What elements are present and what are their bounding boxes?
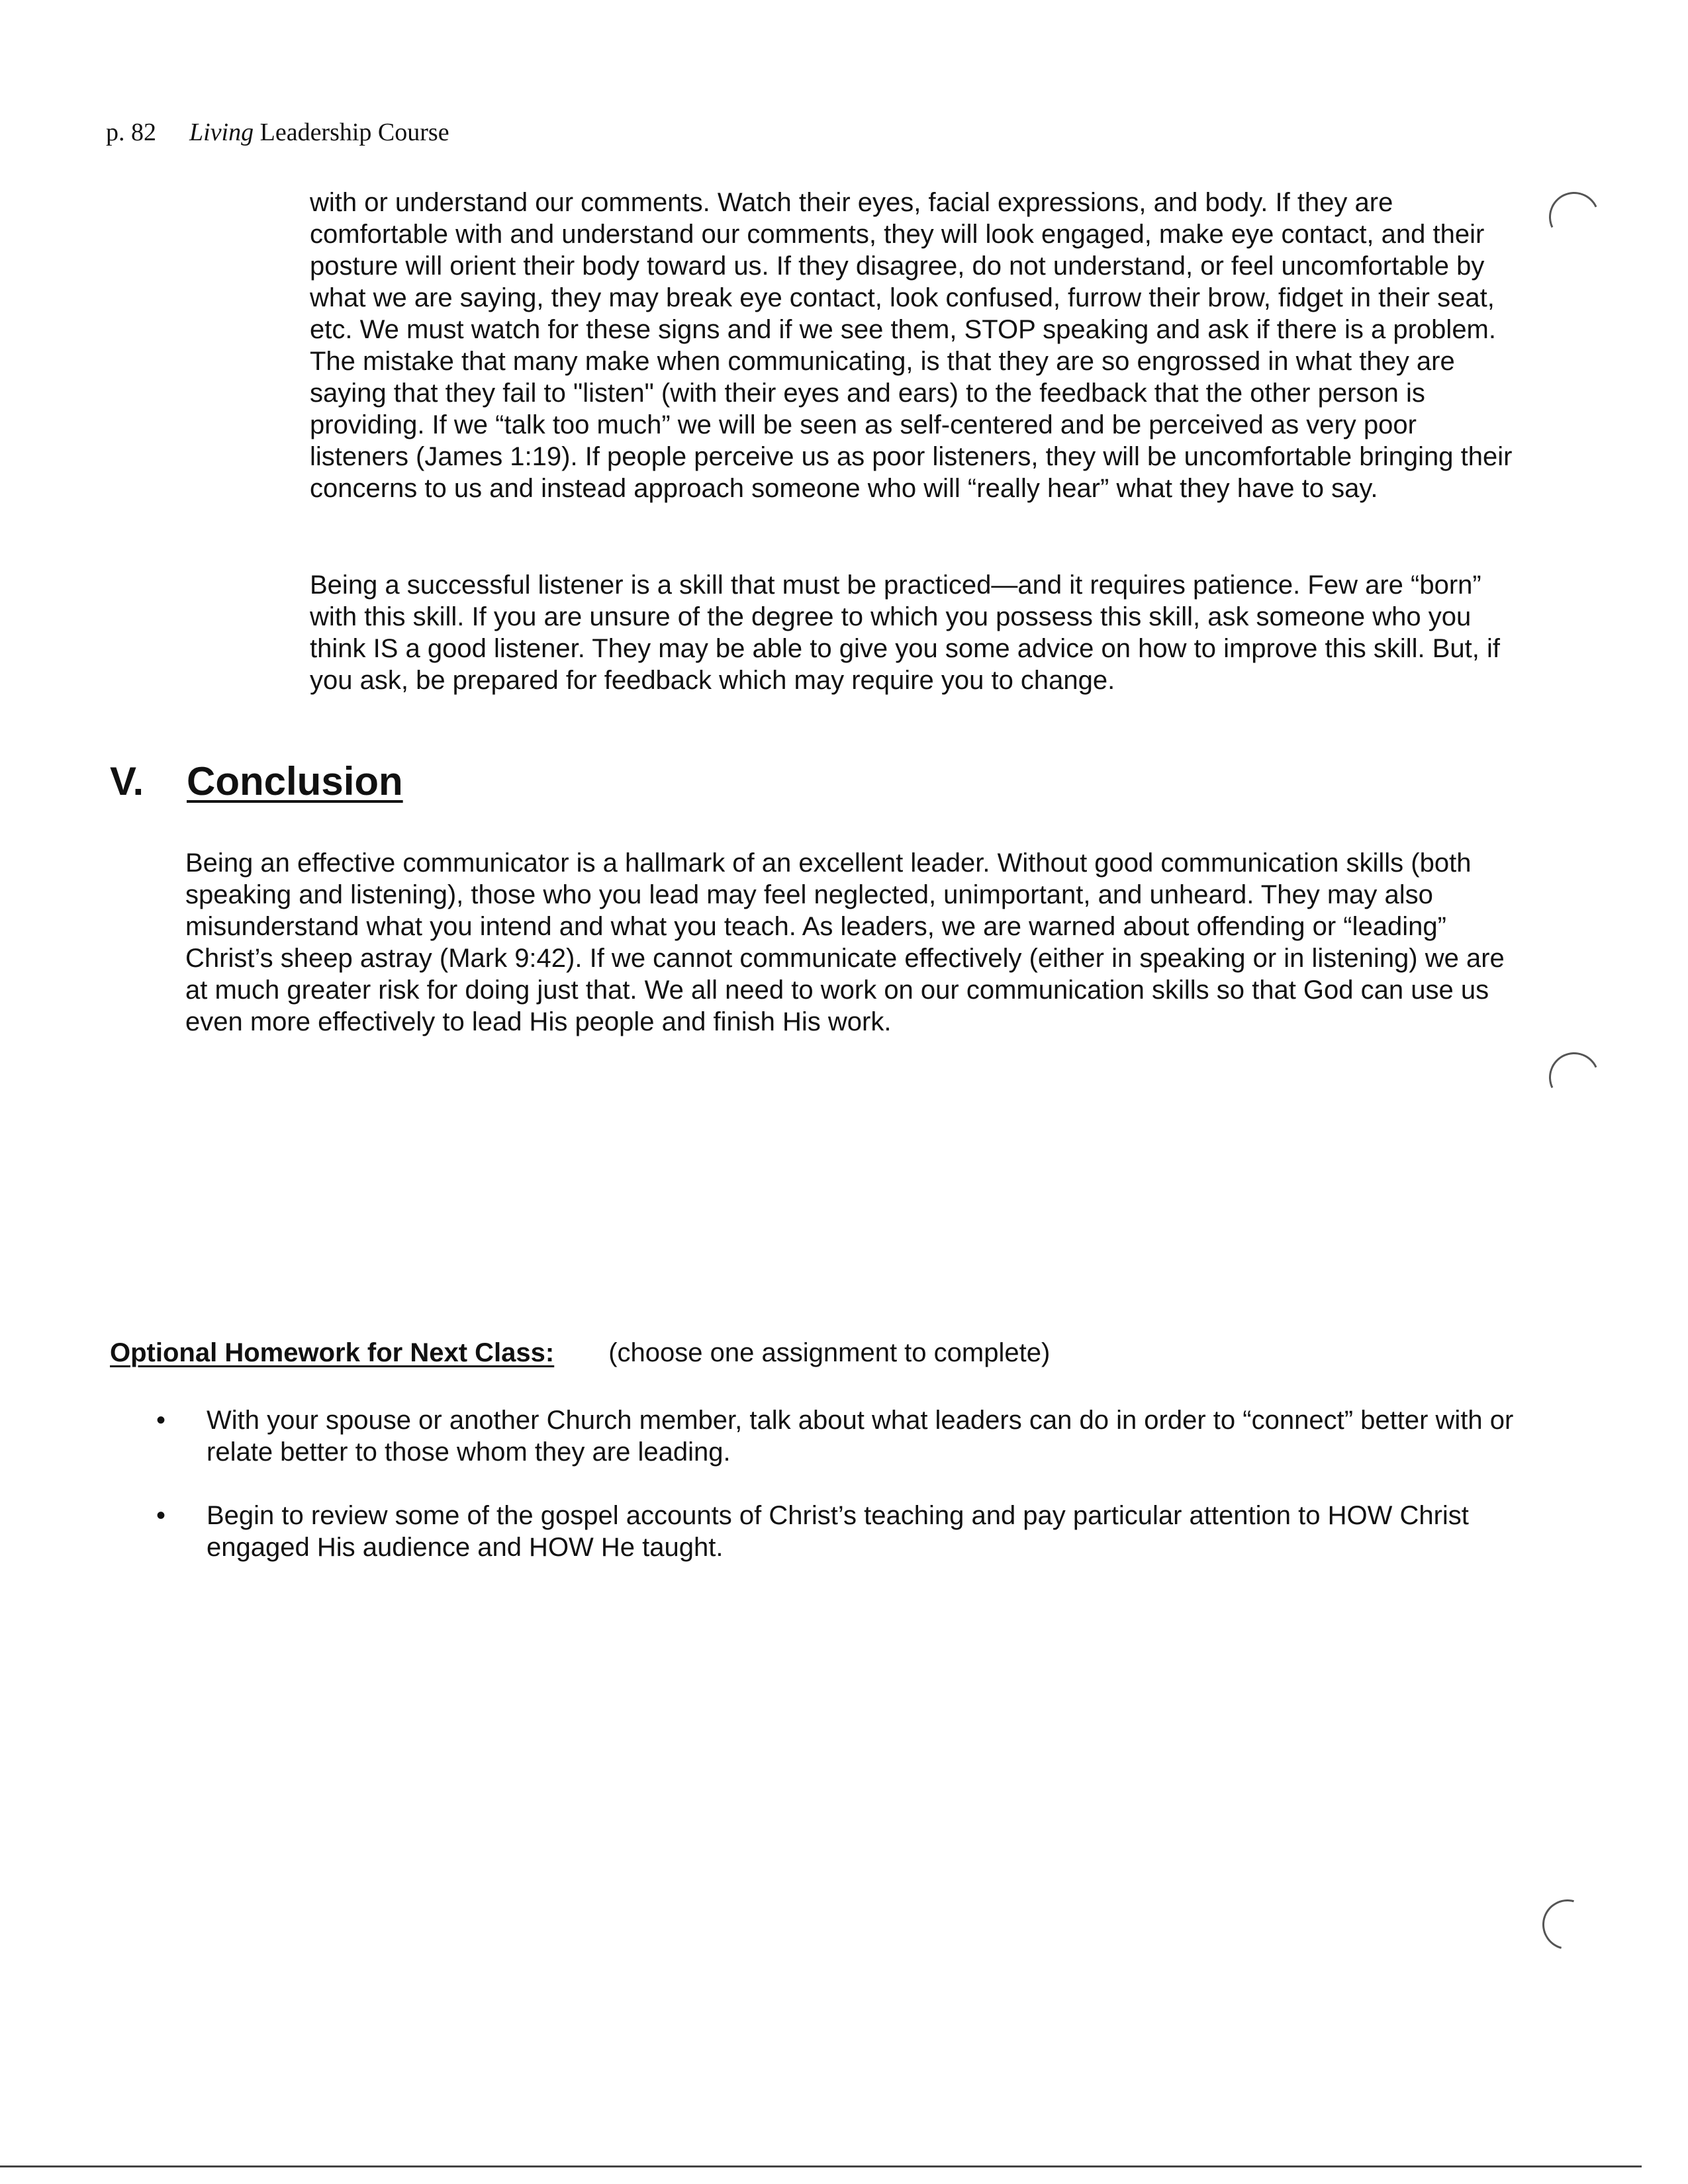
course-title-italic: Living (189, 118, 254, 146)
course-title-rest: Leadership Course (259, 118, 449, 146)
homework-label: Optional Homework for Next Class: (110, 1338, 555, 1367)
running-header (106, 118, 449, 147)
punch-hole-mark (1533, 1890, 1602, 1959)
homework-instruction: (choose one assignment to complete) (608, 1338, 1051, 1367)
list-item (156, 1500, 1520, 1563)
conclusion-heading (110, 758, 403, 804)
section-title: Conclusion (187, 759, 403, 803)
punch-hole-mark (1542, 1045, 1606, 1109)
bullet-icon: • (156, 1406, 166, 1435)
homework-heading (110, 1338, 1050, 1368)
page-number: p. 82 (106, 118, 156, 146)
list-item (156, 1404, 1520, 1468)
punch-hole-mark (1542, 185, 1606, 249)
section-numeral: V. (110, 759, 144, 803)
list-item-text: With your spouse or another Church member, talk about what leaders can do in order to “connect” better with or relate better to those whom they are leading. (207, 1406, 1514, 1467)
scan-edge-line (0, 2165, 1642, 2167)
listening-paragraph-2: Being a successful listener is a skill that must be practiced—and it requires patience. Few are “born” with this skill. If you are unsure of the degree to which you possess this skill, ask someone who you think IS a good listener. They may be able to give you some advice on how to improve this skill. But, if you ask, be prepared for feedback which may require you to change. (310, 570, 1500, 695)
homework-list (156, 1404, 1520, 1595)
list-item-text: Begin to review some of the gospel accounts of Christ’s teaching and pay particular attention to HOW Christ engaged His audience and HOW He taught. (207, 1501, 1469, 1562)
bullet-icon: • (156, 1501, 166, 1530)
conclusion-paragraph: Being an effective communicator is a hallmark of an excellent leader. Without good communication skills (both speaking and listening), those who you lead may feel neglected, unimportant, and unheard. They may also misunderstand what you intend and what you teach. As leaders, we are warned about offending or “leading” Christ’s sheep astray (Mark 9:42). If we cannot communicate effectively (either in speaking or in listening) we are at much greater risk for doing just that. We all need to work on our communication skills so that God can use us even more effectively to lead His people and finish His work. (185, 848, 1505, 1036)
listening-paragraph-1: with or understand our comments. Watch their eyes, facial expressions, and body. If they are comfortable with and understand our comments, they will look engaged, make eye contact, and their posture will orient their body toward us. If they disagree, do not understand, or feel uncomfortable by what we are saying, they may break eye contact, look confused, furrow their brow, fidget in their seat, etc. We must watch for these signs and if we see them, STOP speaking and ask if there is a problem. The mistake that many make when communicating, is that they are so engrossed in what they are saying that they fail to "listen" (with their eyes and ears) to the feedback that the other person is providing. If we “talk too much” we will be seen as self-centered and be perceived as very poor listeners (James 1:19). If people perceive us as poor listeners, they will be uncomfortable bringing their concerns to us and instead approach someone who will “really hear” what they have to say. (310, 188, 1513, 503)
